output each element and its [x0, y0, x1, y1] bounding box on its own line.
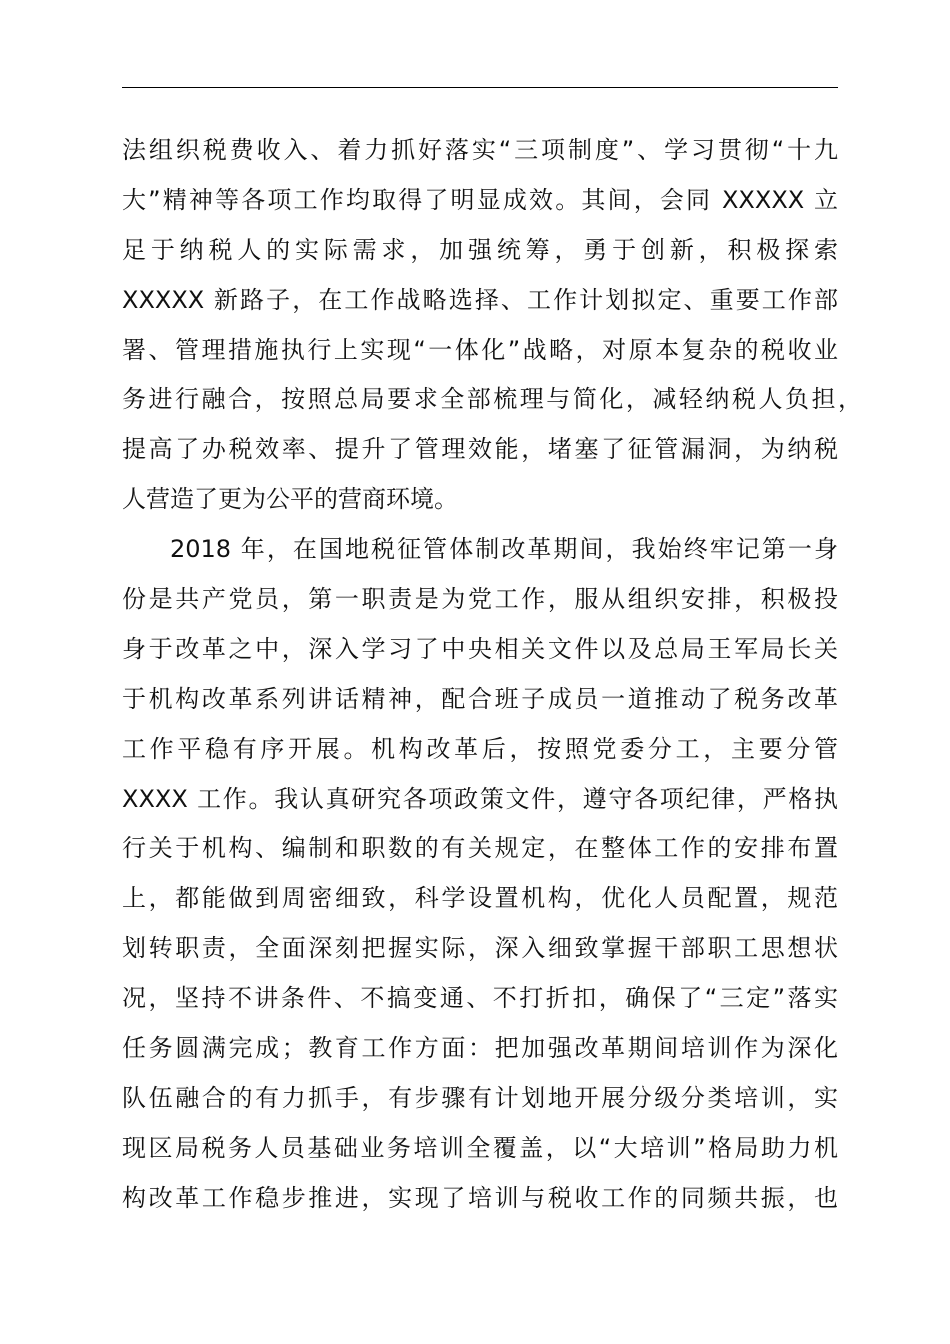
paragraph-1 — [122, 126, 862, 525]
text-line: 身于改革之中，深入学习了中央相关文件以及总局王军局长关 — [122, 634, 838, 663]
text-line: 提高了办税效率、提升了管理效能，堵塞了征管漏洞，为纳税 — [122, 435, 838, 464]
paragraph-2 — [122, 525, 838, 1223]
text-line: 队伍融合的有力抓手，有步骤有计划地开展分级分类培训，实 — [122, 1083, 838, 1112]
text-line: 工作平稳有序开展。机构改革后，按照党委分工，主要分管 — [122, 734, 838, 763]
text-line: 现区局税务人员基础业务培训全覆盖，以“大培训”格局助力机 — [122, 1133, 838, 1162]
text-line: 份是共产党员，第一职责是为党工作，服从组织安排，积极投 — [122, 585, 838, 614]
text-line: 况，坚持不讲条件、不搞变通、不打折扣，确保了“三定”落实 — [122, 984, 838, 1013]
text-line: 行关于机构、编制和职数的有关规定，在整体工作的安排布置 — [122, 834, 838, 863]
text-line: 务进行融合，按照总局要求全部梳理与简化，减轻纳税人负担， — [122, 385, 862, 414]
header-rule — [122, 87, 838, 88]
text-line: XXXXX 新路子，在工作战略选择、工作计划拟定、重要工作部 — [122, 285, 838, 314]
text-line: 划转职责，全面深刻把握实际，深入细致掌握干部职工思想状 — [122, 934, 838, 963]
text-line: 足于纳税人的实际需求，加强统筹，勇于创新，积极探索 — [122, 235, 838, 264]
text-line: 大”精神等各项工作均取得了明显成效。其间，会同 XXXXX 立 — [122, 185, 838, 214]
text-line: 人营造了更为公平的营商环境。 — [122, 485, 458, 514]
text-line: 任务圆满完成；教育工作方面：把加强改革期间培训作为深化 — [122, 1034, 838, 1063]
text-line: XXXX 工作。我认真研究各项政策文件，遵守各项纪律，严格执 — [122, 784, 838, 813]
text-line: 构改革工作稳步推进，实现了培训与税收工作的同频共振，也 — [122, 1183, 838, 1212]
text-line: 法组织税费收入、着力抓好落实“三项制度”、学习贯彻“十九 — [122, 136, 838, 164]
text-line: 署、管理措施执行上实现“一体化”战略，对原本复杂的税收业 — [122, 335, 838, 364]
text-line: 上，都能做到周密细致，科学设置机构，优化人员配置，规范 — [122, 884, 838, 913]
text-line: 于机构改革系列讲话精神，配合班子成员一道推动了税务改革 — [122, 684, 838, 713]
text-line: 2018 年，在国地税征管体制改革期间，我始终牢记第一身 — [170, 535, 838, 564]
document-body — [122, 126, 862, 1224]
